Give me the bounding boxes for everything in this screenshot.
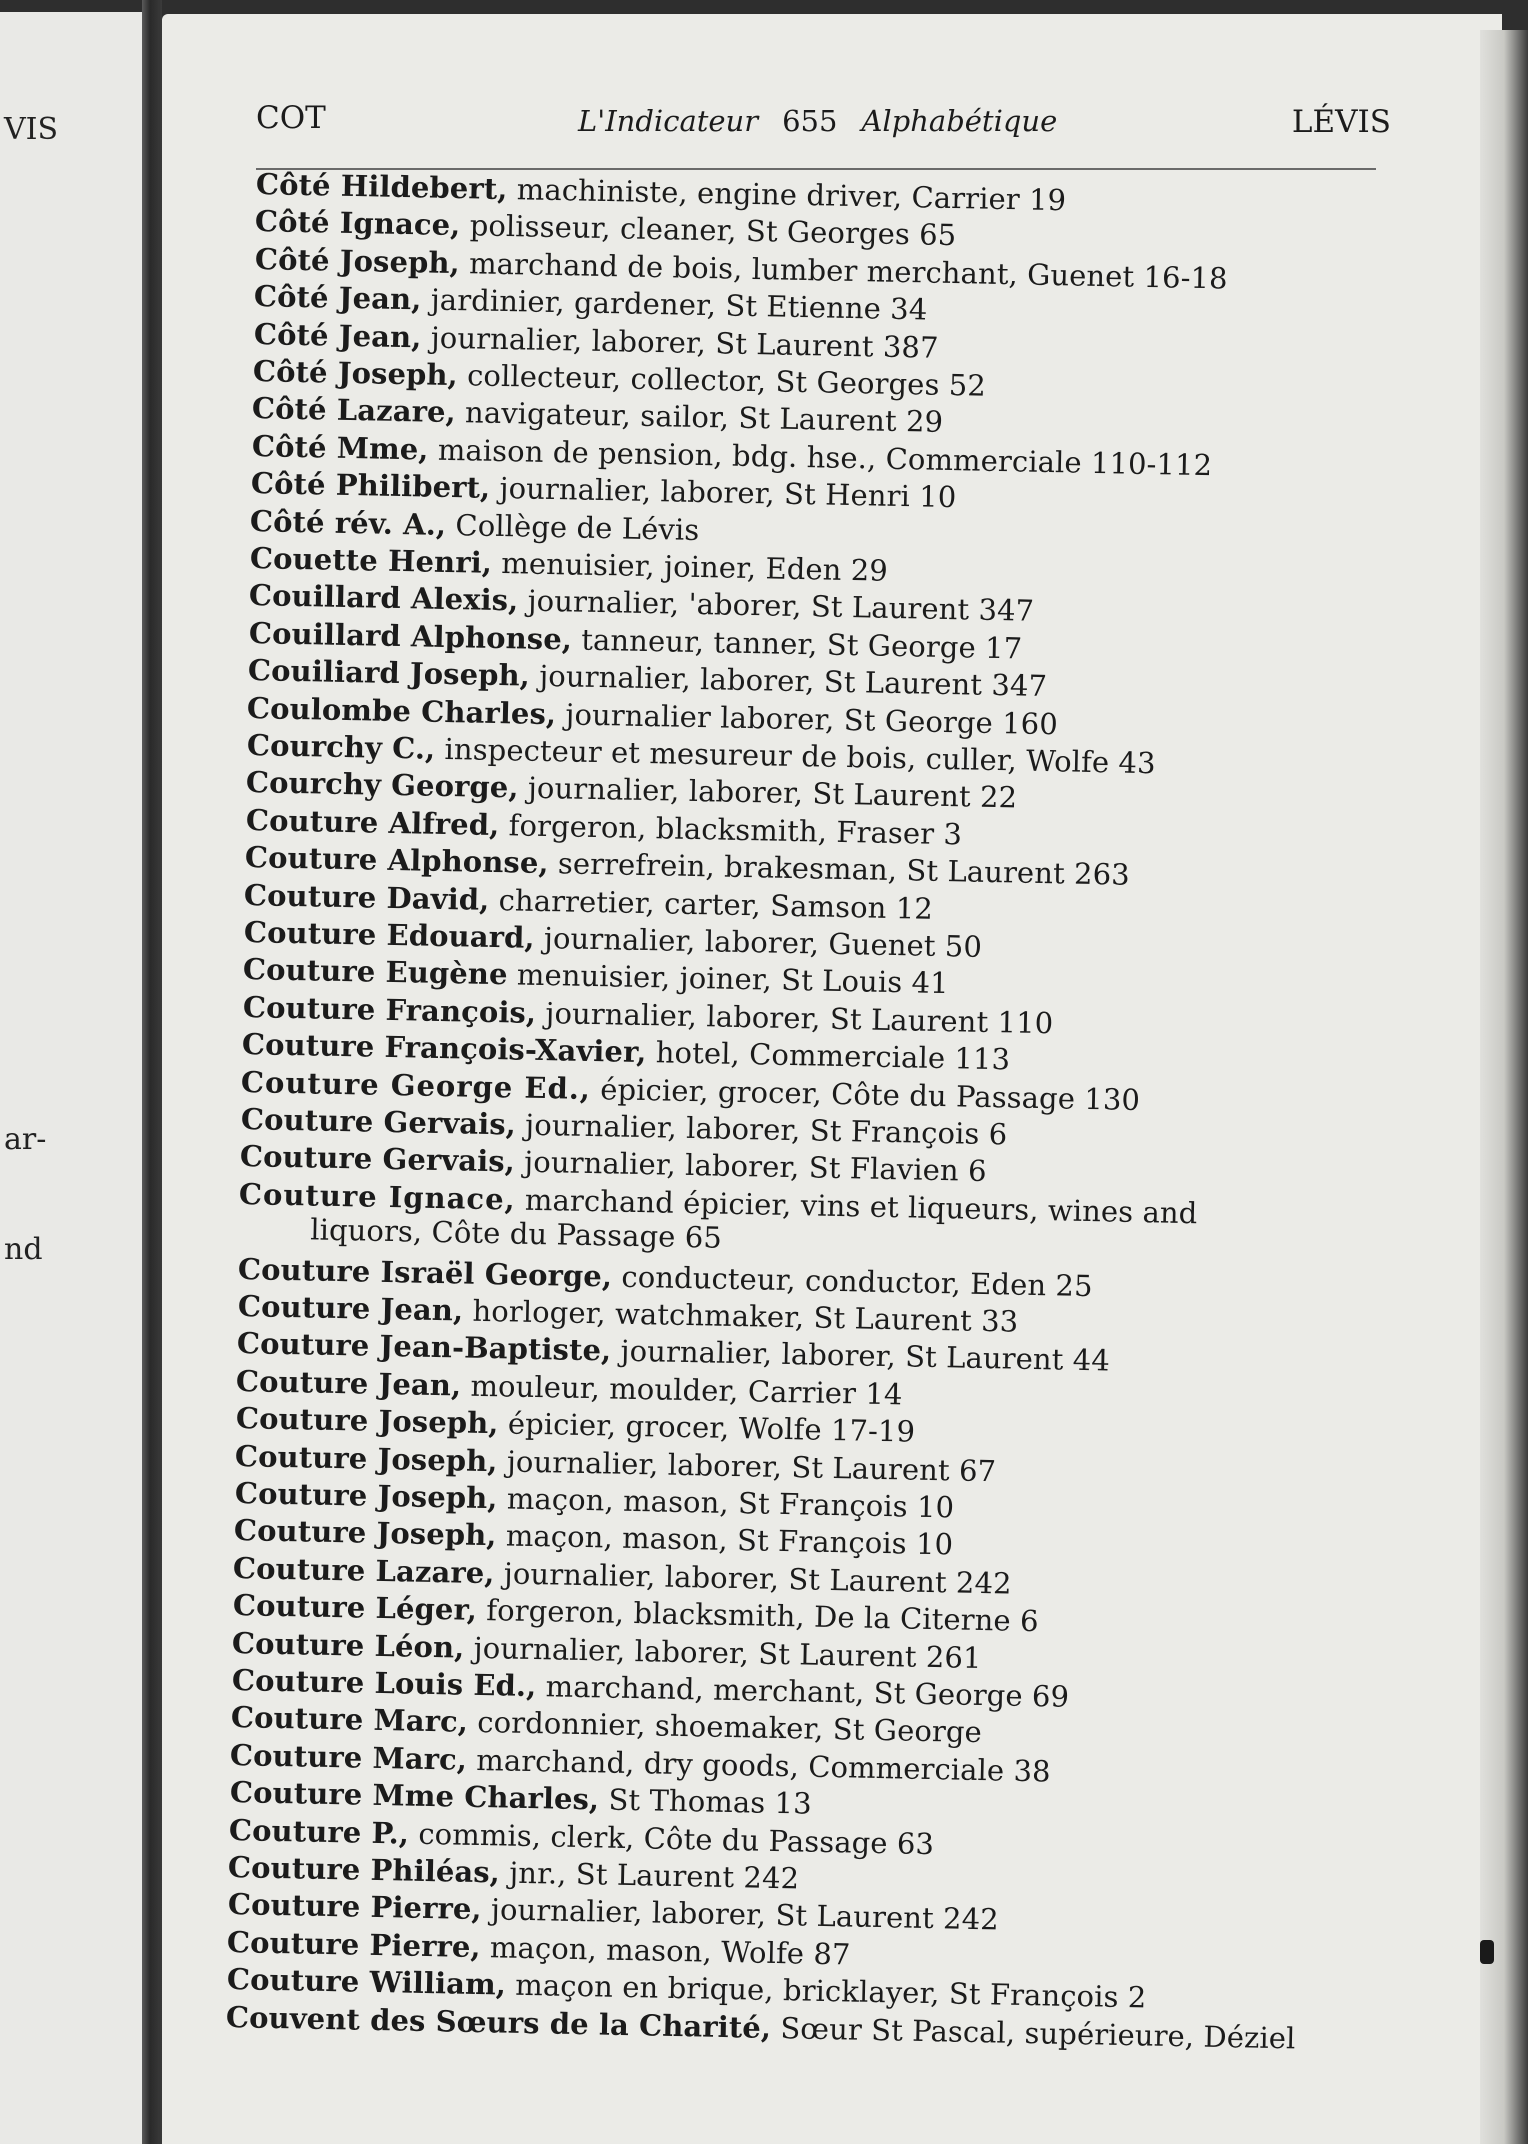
entry-name: Côté Joseph, — [252, 354, 459, 393]
entry-details: cordonnier, shoemaker, St George — [467, 1705, 983, 1750]
entry-name: Couture Jean, — [236, 1363, 462, 1403]
entry-details: épicier, grocer, Wolfe 17-19 — [498, 1406, 916, 1449]
header-subtitle: Alphabétique — [861, 104, 1058, 138]
entry-name: Couture David, — [244, 877, 491, 917]
entry-details: serrefrein, brakesman, St Laurent 263 — [548, 846, 1131, 892]
entry-name: Couture Marc, — [230, 1700, 469, 1740]
facing-page-fragment: ar- — [4, 1122, 47, 1157]
entry-details: journalier, laborer, St Laurent 261 — [464, 1630, 983, 1675]
running-header — [256, 100, 1391, 148]
entry-details: journalier, laborer, St Laurent 22 — [518, 770, 1018, 815]
entry-name: Couillard Alphonse, — [248, 615, 573, 657]
entry-name: Côté Philibert, — [250, 466, 491, 505]
entry-details: marchand épicier, vins et liqueurs, wines and — [515, 1182, 1199, 1231]
entry-name: Courchy George, — [245, 765, 520, 805]
entry-details: inspecteur et mesureur de bois, culler, Wolfe 43 — [434, 731, 1156, 781]
entry-name: Couture Joseph, — [235, 1401, 499, 1441]
entry-details: maçon, mason, St François 10 — [496, 1518, 954, 1562]
entry-name: Couture Edouard, — [243, 915, 535, 955]
entry-name: Couiliard Joseph, — [247, 653, 531, 693]
entry-name: Couture François, — [242, 989, 537, 1030]
header-section-key: COT — [256, 100, 326, 136]
entry-details: maison de pension, bdg. hse., Commerciale 110-112 — [427, 432, 1213, 483]
entry-name: Couture Pierre, — [227, 1887, 482, 1927]
entry-name: Couture Louis Ed., — [231, 1663, 537, 1704]
entry-details: collecteur, collector, St Georges 52 — [457, 358, 987, 403]
entry-name: Côté Lazare, — [251, 391, 457, 430]
entry-details: commis, clerk, Côte du Passage 63 — [408, 1816, 935, 1861]
entry-name: Couture Ignace, — [239, 1176, 517, 1217]
entry-details: menuisier, joiner, St Louis 41 — [507, 957, 950, 1001]
entry-name: Couture Philéas, — [228, 1850, 501, 1890]
book-gutter — [142, 0, 162, 2144]
entry-name: Couture Mme Charles, — [229, 1775, 600, 1817]
facing-page-fragment: VIS — [4, 112, 59, 147]
entry-name: Couette Henri, — [249, 541, 493, 580]
entry-details: journalier, laborer, St Flavien 6 — [514, 1144, 988, 1189]
entry-name: Côté Hildebert, — [255, 167, 508, 207]
entry-details: conducteur, conductor, Eden 25 — [612, 1259, 1094, 1303]
entry-details: journalier, laborer, St Laurent 242 — [481, 1892, 999, 1937]
entry-name: Couture Gervais, — [240, 1102, 516, 1142]
entry-name: Couture Alfred, — [245, 802, 500, 842]
entry-name: Couture Eugène — [242, 952, 509, 992]
entry-details: jnr., St Laurent 242 — [500, 1855, 800, 1896]
entry-name: Couture Joseph, — [233, 1513, 497, 1553]
entry-details: Collège de Lévis — [446, 507, 701, 547]
entry-details: Sœur St Pascal, supérieure, Déziel — [770, 2010, 1296, 2056]
entry-details: machiniste, engine driver, Carrier 19 — [507, 172, 1067, 218]
entry-details: polisseur, cleaner, St Georges 65 — [460, 208, 958, 253]
entry-name: Couture Lazare, — [233, 1550, 496, 1591]
entry-name: Côté rév. A., — [250, 503, 448, 542]
entry-name: Couture Léon, — [231, 1625, 465, 1665]
entry-details: hotel, Commerciale 113 — [646, 1035, 1011, 1077]
entry-name: Couture Marc, — [229, 1737, 468, 1777]
entry-details: journalier laborer, St George 160 — [556, 696, 1059, 741]
header-center — [578, 104, 1057, 138]
entry-details: journalier, laborer, St Laurent 67 — [497, 1443, 997, 1488]
entry-name: Couture Jean, — [237, 1289, 464, 1328]
entry-details: horloger, watchmaker, St Laurent 33 — [462, 1293, 1019, 1339]
entry-details: journalier, laborer, Guenet 50 — [534, 920, 983, 964]
entry-name: Courchy C., — [246, 728, 436, 766]
entry-name: Couture François-Xavier, — [241, 1027, 647, 1070]
page-number: 655 — [782, 104, 838, 138]
entry-details: forgeron, blacksmith, Fraser 3 — [498, 807, 962, 852]
entry-name: Couture Jean-Baptiste, — [236, 1326, 612, 1368]
entry-details: journalier, laborer, St Laurent 387 — [420, 319, 939, 365]
entry-details: journalier, laborer, St Laurent 242 — [494, 1556, 1013, 1601]
entry-name: Couture Gervais, — [239, 1139, 516, 1179]
entry-name: Couture Joseph, — [234, 1476, 498, 1516]
entry-name: Couture Pierre, — [226, 1924, 482, 1964]
entry-details: navigateur, sailor, St Laurent 29 — [455, 395, 944, 440]
entry-details: journalier, 'aborer, St Laurent 347 — [518, 583, 1035, 629]
entry-name: Coulombe Charles, — [247, 690, 557, 731]
entry-details: St Thomas 13 — [598, 1782, 812, 1821]
entry-name: Couture William, — [226, 1962, 507, 2002]
entry-details: charretier, carter, Samson 12 — [489, 882, 934, 926]
entry-details: journalier, laborer, St Laurent 110 — [535, 995, 1054, 1041]
entry-name: Côté Ignace, — [255, 204, 462, 243]
entry-details: menuisier, joiner, Eden 29 — [491, 545, 889, 588]
entry-details: jardinier, gardener, St Etienne 34 — [421, 282, 928, 327]
entry-name: Couillard Alexis, — [248, 578, 519, 618]
entry-name: Couvent des Sœurs de la Charité, — [225, 1999, 772, 2045]
entry-details: marchand, merchant, St George 69 — [535, 1669, 1069, 1714]
directory-page — [162, 14, 1502, 2144]
entry-name: Côté Mme, — [251, 428, 429, 467]
entry-details: journalier, laborer, St Laurent 44 — [610, 1333, 1111, 1378]
entry-details: épicier, grocer, Côte du Passage 130 — [590, 1071, 1141, 1117]
entry-details: maçon, mason, St François 10 — [496, 1481, 955, 1525]
header-title: L'Indicateur — [578, 104, 759, 138]
header-town: LÉVIS — [1291, 104, 1391, 140]
entry-details: maçon, mason, Wolfe 87 — [480, 1929, 852, 1972]
entry-details: journalier, laborer, St Henri 10 — [490, 470, 957, 515]
entry-name: Côté Jean, — [253, 316, 422, 354]
entry-name: Couture Joseph, — [234, 1438, 499, 1478]
page-edge-shadow — [1480, 30, 1528, 2144]
entry-name: Couture Alphonse, — [244, 840, 549, 881]
entry-details: journalier, laborer, St Laurent 347 — [529, 658, 1048, 704]
entry-details: marchand, dry goods, Commerciale 38 — [466, 1742, 1052, 1789]
entry-details: maçon en brique, bricklayer, St François 2 — [505, 1967, 1147, 2015]
header-rule — [256, 168, 1376, 170]
entry-name: Côté Jean, — [253, 279, 422, 317]
entry-name: Couture P., — [228, 1812, 410, 1851]
facing-page-edge — [0, 12, 142, 2144]
entry-details: mouleur, moulder, Carrier 14 — [461, 1368, 904, 1412]
entry-name: Couture Israël George, — [237, 1251, 613, 1294]
page-mark — [1480, 1940, 1494, 1964]
entry-details: marchand de bois, lumber merchant, Guenet 16-18 — [459, 245, 1228, 296]
entry-continuation: liquors, Côte du Passage 65 — [310, 1212, 723, 1255]
entry-name: Couture Léger, — [232, 1588, 478, 1628]
entry-name: Côté Joseph, — [254, 241, 460, 280]
facing-page-fragment: nd — [4, 1232, 43, 1267]
entry-details: tanneur, tanner, St George 17 — [571, 622, 1023, 666]
entry-details: forgeron, blacksmith, De la Citerne 6 — [476, 1593, 1039, 1639]
entry-name: Couture George Ed., — [240, 1064, 592, 1106]
entry-details: journalier, laborer, St François 6 — [515, 1107, 1008, 1152]
